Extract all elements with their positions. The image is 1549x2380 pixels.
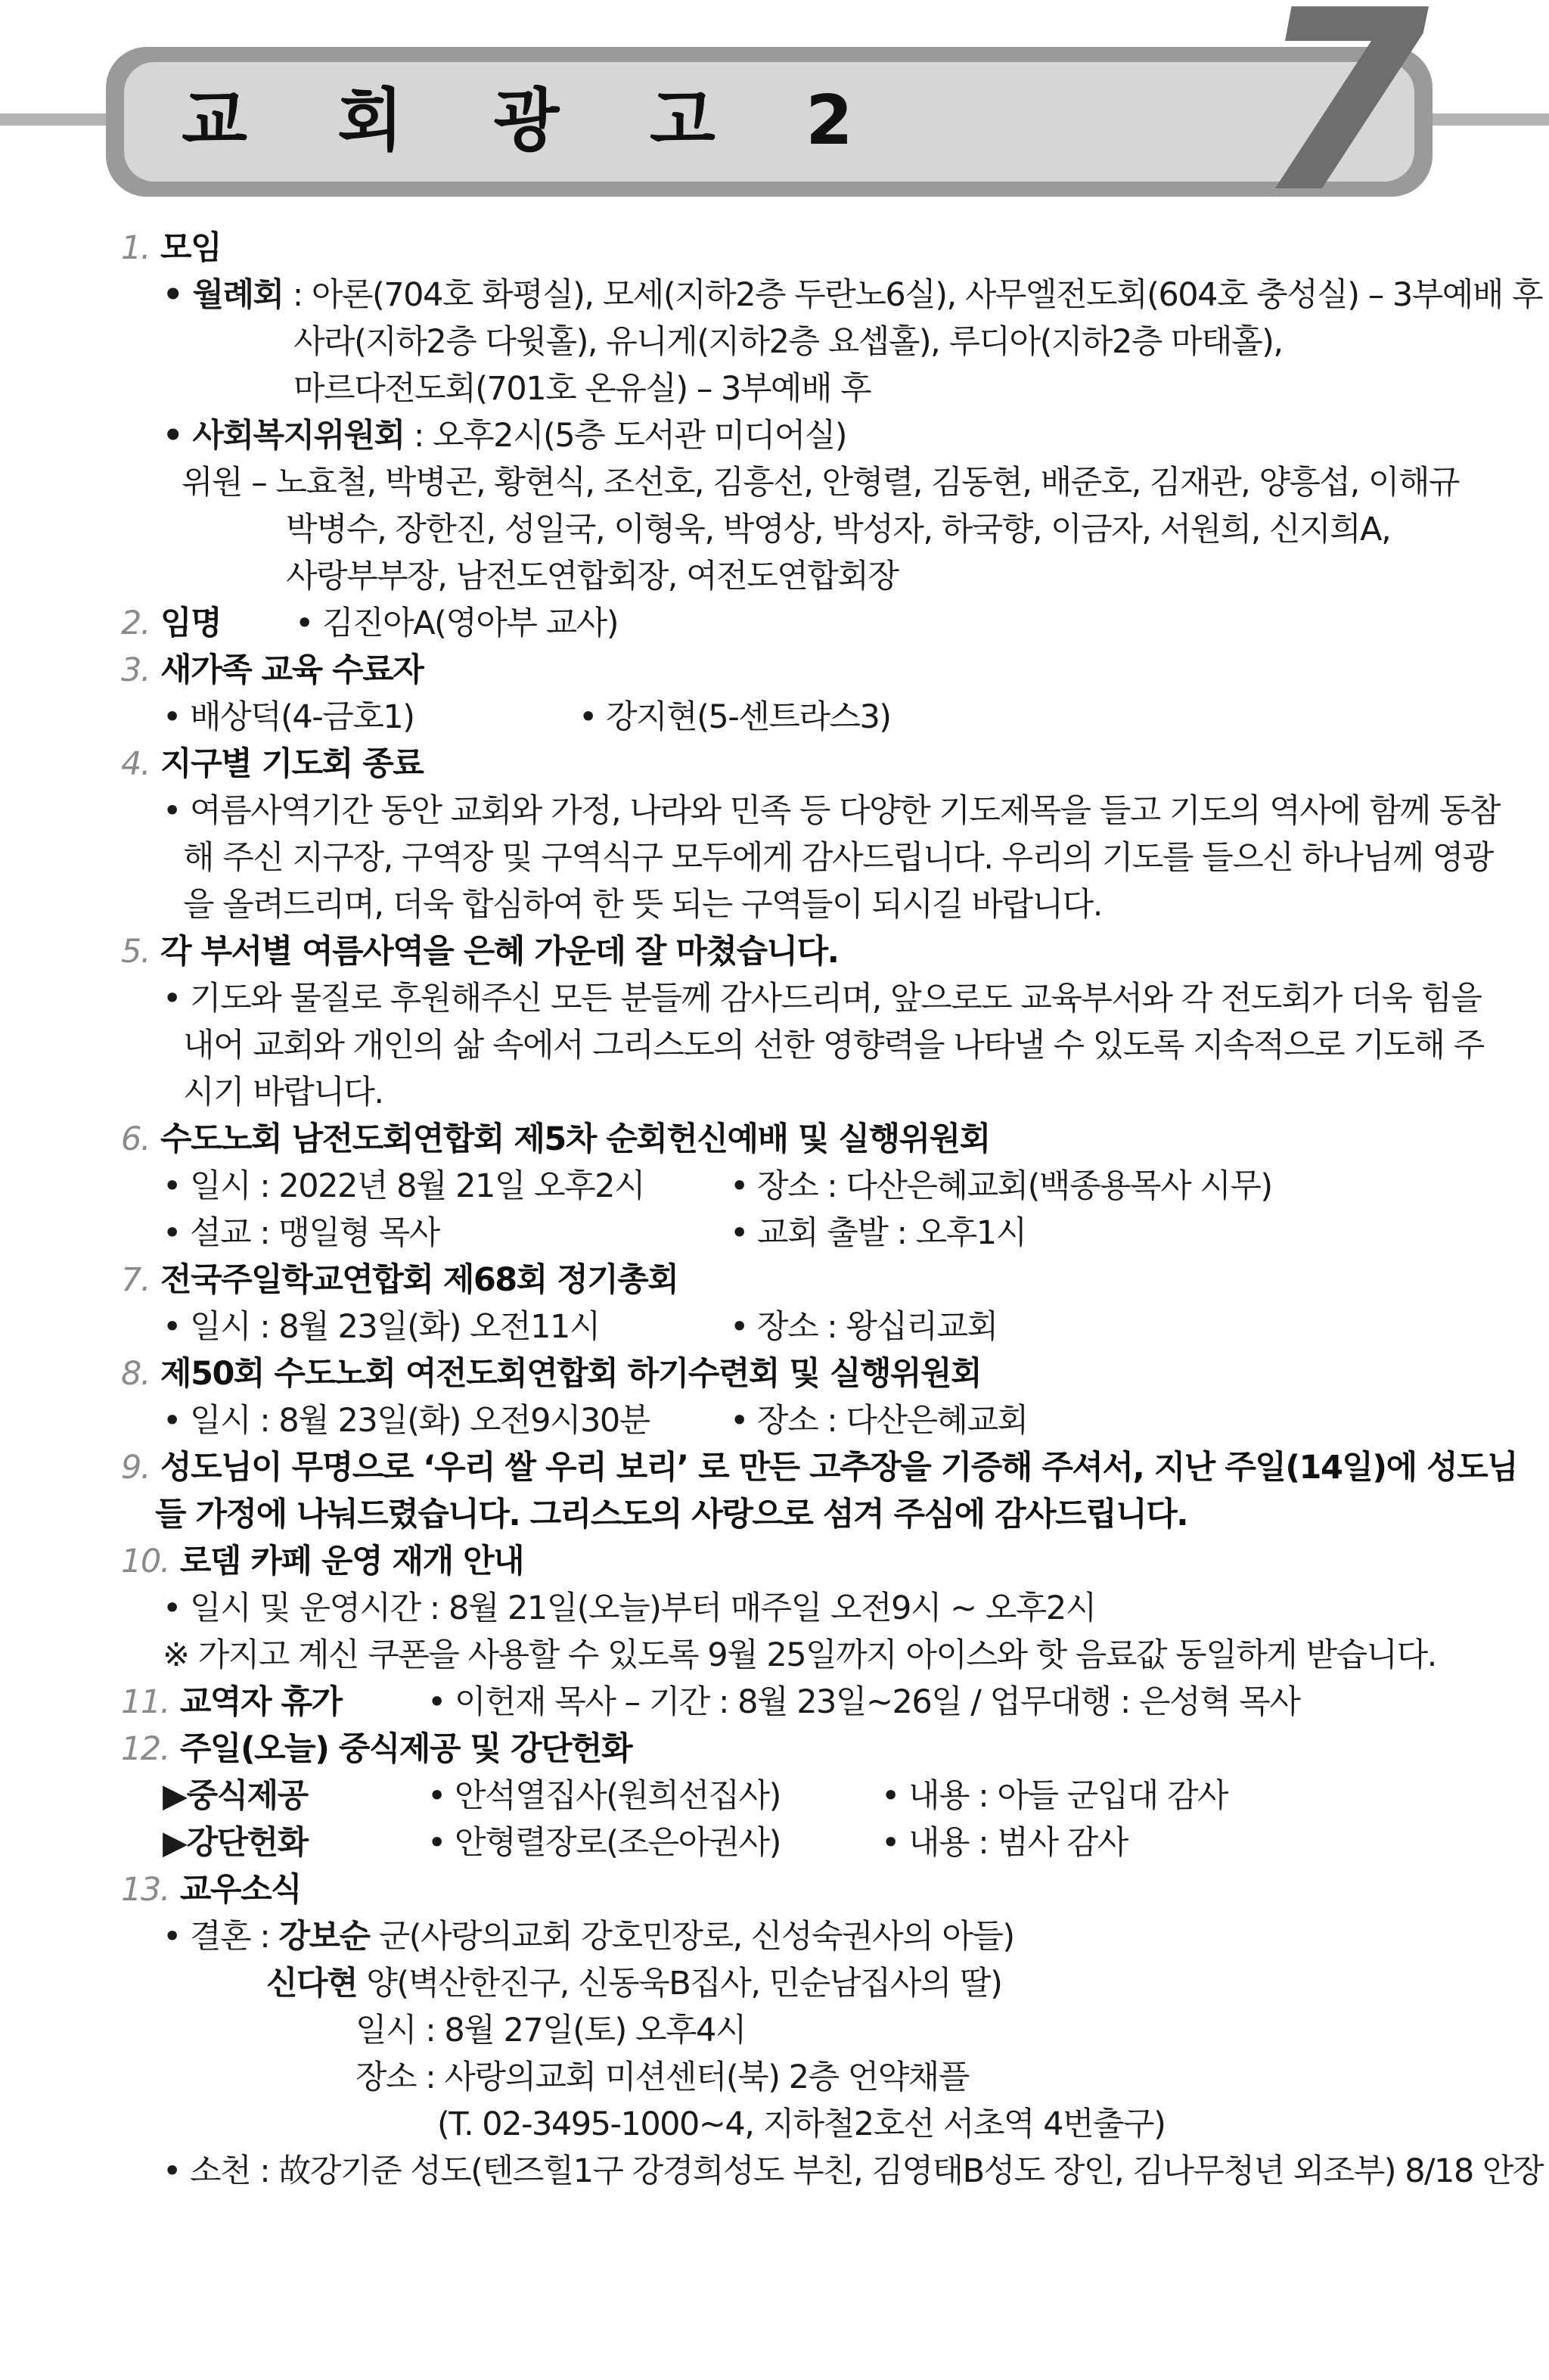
section-title: 모임 xyxy=(160,229,222,267)
section-title: 수도노회 남전도회연합회 제5차 순회헌신예배 및 실행위원회 xyxy=(160,1120,990,1158)
line-text: • 일시 : 8월 23일(화) 오전9시30분 xyxy=(163,1402,650,1440)
announcement-line xyxy=(163,1165,644,1207)
announcement-line xyxy=(293,368,871,410)
line-text: 사라(지하2층 다윗홀), 유니게(지하2층 요셉홀), 루디아(지하2층 마태홀), xyxy=(293,323,1283,361)
line-text: 박병수, 장한진, 성일국, 이형욱, 박영상, 박성자, 하국향, 이금자, 서원희, 신지희A, xyxy=(286,511,1391,548)
announcement-line xyxy=(355,2056,969,2099)
column-text: • 강지현(5-센트라스3) xyxy=(579,698,891,736)
announcement-line xyxy=(163,1306,600,1348)
announcement-line xyxy=(437,2103,1165,2145)
line-text: • 결혼 : xyxy=(163,1918,279,1956)
announcement-line xyxy=(183,837,1493,879)
line-label: • 월례회 xyxy=(163,276,284,314)
announcement-line xyxy=(293,321,1283,363)
line-label: ▶강단헌화 xyxy=(163,1824,308,1862)
section-heading xyxy=(121,1681,342,1723)
section-title: 제50회 수도노회 여전도회연합회 하기수련회 및 실행위원회 xyxy=(160,1355,982,1393)
line-text: : 오후2시(5층 도서관 미디어실) xyxy=(404,417,847,455)
announcement-line xyxy=(163,1212,439,1254)
line-text: 군(사랑의교회 강호민장로, 신성숙권사의 아들) xyxy=(369,1918,1014,1956)
line-label: 강보순 xyxy=(278,1918,370,1956)
line-text: • 소천 : 故강기준 성도(텐즈힐1구 강경희성도 부친, 김영태B성도 장인, 김나무청년 외조부) 8/18 안장 xyxy=(163,2152,1544,2190)
section-heading xyxy=(121,227,221,269)
announcement-line xyxy=(183,1024,1484,1067)
announcement-line xyxy=(163,696,414,738)
section-title: 주일(오늘) 중식제공 및 강단헌화 xyxy=(179,1730,632,1768)
line-text: • 일시 : 2022년 8월 21일 오후2시 xyxy=(163,1167,645,1205)
section-heading xyxy=(121,1118,990,1160)
section-heading xyxy=(121,1869,301,1911)
section-heading xyxy=(121,931,838,973)
line-text: 일시 : 8월 27일(토) 오후4시 xyxy=(355,2012,746,2049)
line-text: 장소 : 사랑의교회 미션센터(북) 2층 언약채플 xyxy=(355,2058,969,2096)
section-number: 10. xyxy=(121,1543,169,1580)
section-number: 5. xyxy=(121,933,151,971)
line-label: 신다현 xyxy=(266,1965,358,2002)
section-number: 3. xyxy=(121,651,151,689)
column-text: • 교회 출발 : 오후1시 xyxy=(730,1214,1026,1252)
column-text: • 이헌재 목사 – 기간 : 8월 23일~26일 / 업무대행 : 은성혁 목사 xyxy=(427,1683,1300,1721)
section-title: 들 가정에 나눠드렸습니다. 그리스도의 사랑으로 섬겨 주심에 감사드립니다. xyxy=(155,1496,1188,1533)
section-title: 교역자 휴가 xyxy=(179,1683,342,1721)
column-text: • 장소 : 다산은혜교회(백종용목사 시무) xyxy=(730,1167,1272,1205)
section-number: 6. xyxy=(121,1120,151,1158)
announcement-line xyxy=(182,461,1459,504)
section-heading xyxy=(121,1446,1517,1489)
announcement-line xyxy=(163,2150,1543,2192)
column-text: • 장소 : 다산은혜교회 xyxy=(730,1402,1028,1440)
announcement-line xyxy=(163,1587,1096,1630)
announcement-line xyxy=(355,2009,746,2052)
section-number: 9. xyxy=(121,1449,151,1487)
section-title: 전국주일학교연합회 제68회 정기총회 xyxy=(160,1261,678,1299)
column-text: • 내용 : 아들 군입대 감사 xyxy=(881,1777,1228,1815)
line-text: 양(벽산한진구, 신동욱B집사, 민순남집사의 딸) xyxy=(357,1965,1002,2002)
section-number: 2. xyxy=(121,604,151,642)
section-title: 지구별 기도회 종료 xyxy=(160,745,424,783)
line-text: (T. 02-3495-1000~4, 지하철2호선 서초역 4번출구) xyxy=(437,2105,1166,2143)
section-number: 4. xyxy=(121,745,151,783)
line-text: 해 주신 지구장, 구역장 및 구역식구 모두에게 감사드립니다. 우리의 기도를 들으신 하나님께 영광 xyxy=(183,839,1493,877)
section-heading xyxy=(121,1540,523,1583)
section-title: 각 부서별 여름사역을 은혜 가운데 잘 마쳤습니다. xyxy=(160,933,839,971)
column-text: • 내용 : 범사 감사 xyxy=(881,1824,1128,1862)
line-text: • 여름사역기간 동안 교회와 가정, 나라와 민족 등 다양한 기도제목을 들고 기도의 역사에 함께 동참 xyxy=(163,792,1500,830)
section-heading xyxy=(121,743,423,785)
section-heading xyxy=(121,649,423,691)
section-title: 새가족 교육 수료자 xyxy=(160,651,424,689)
section-title: 임명 xyxy=(160,604,222,642)
section-heading xyxy=(121,1259,678,1301)
line-text: : 아론(704호 화평실), 모세(지하2층 두란노6실), 사무엘전도회(604호 충성실) – 3부예배 후 xyxy=(283,276,1543,314)
line-text: 내어 교회와 개인의 삶 속에서 그리스도의 선한 영향력을 나타낼 수 있도록 지속적으로 기도해 주 xyxy=(183,1027,1484,1064)
page-number: 7 xyxy=(1256,0,1429,247)
announcement-line xyxy=(155,1493,1187,1536)
section-number: 12. xyxy=(121,1730,169,1768)
line-text: • 기도와 물질로 후원해주신 모든 분들께 감사드리며, 앞으로도 교육부서와 각 전도회가 더욱 힘을 xyxy=(163,980,1482,1018)
section-number: 11. xyxy=(121,1683,169,1721)
line-text: 사랑부부장, 남전도연합회장, 여전도연합회장 xyxy=(286,558,899,595)
announcement-line xyxy=(183,884,1102,926)
column-text: • 김진아A(영아부 교사) xyxy=(295,604,618,642)
announcement-line xyxy=(183,1071,383,1114)
section-title: 로뎀 카페 운영 재개 안내 xyxy=(179,1543,524,1580)
section-heading xyxy=(121,1353,981,1395)
announcement-line xyxy=(163,977,1482,1020)
column-text: • 안형렬장로(조은아권사) xyxy=(427,1824,781,1862)
section-number: 8. xyxy=(121,1355,151,1393)
line-text: 마르다전도회(701호 온유실) – 3부예배 후 xyxy=(293,370,871,408)
announcement-line xyxy=(163,790,1500,832)
section-heading xyxy=(121,1728,632,1770)
section-number: 1. xyxy=(121,229,151,267)
announcement-line xyxy=(163,1775,308,1817)
column-text: • 장소 : 왕십리교회 xyxy=(730,1308,998,1346)
announcement-line xyxy=(163,1634,1436,1676)
page-title: 교 회 광 고 2 xyxy=(182,81,886,160)
announcement-line xyxy=(163,1915,1014,1958)
line-label: • 사회복지위원회 xyxy=(163,417,405,455)
line-text: ※ 가지고 계신 쿠폰을 사용할 수 있도록 9월 25일까지 아이스와 핫 음료값 동일하게 받습니다. xyxy=(163,1636,1436,1674)
announcement-line xyxy=(163,1400,650,1442)
column-text: • 안석열집사(원희선집사) xyxy=(427,1777,781,1815)
line-text: 시기 바랍니다. xyxy=(183,1073,383,1111)
line-text: • 설교 : 맹일형 목사 xyxy=(163,1214,439,1252)
section-number: 7. xyxy=(121,1261,151,1299)
announcement-line xyxy=(286,508,1390,551)
section-heading xyxy=(121,602,221,645)
line-text: • 배상덕(4-금호1) xyxy=(163,698,414,736)
section-title: 교우소식 xyxy=(179,1871,302,1909)
announcement-line xyxy=(163,415,846,457)
line-text: • 일시 : 8월 23일(화) 오전11시 xyxy=(163,1308,600,1346)
announcement-line xyxy=(163,1822,308,1864)
line-text: 을 올려드리며, 더욱 합심하여 한 뜻 되는 구역들이 되시길 바랍니다. xyxy=(183,886,1102,924)
line-label: ▶중식제공 xyxy=(163,1777,308,1815)
announcement-line xyxy=(163,274,1542,316)
announcement-line xyxy=(286,555,898,598)
section-title: 성도님이 무명으로 ‘우리 쌀 우리 보리’ 로 만든 고추장을 기증해 주셔서, 지난 주일(14일)에 성도님 xyxy=(160,1449,1518,1487)
line-text: • 일시 및 운영시간 : 8월 21일(오늘)부터 매주일 오전9시 ~ 오후2시 xyxy=(163,1589,1096,1627)
announcement-line xyxy=(266,1962,1001,2005)
section-number: 13. xyxy=(121,1871,169,1909)
line-text: 위원 – 노효철, 박병곤, 황현식, 조선호, 김흥선, 안형렬, 김동현, 배준호, 김재관, 양흥섭, 이해규 xyxy=(182,464,1460,502)
